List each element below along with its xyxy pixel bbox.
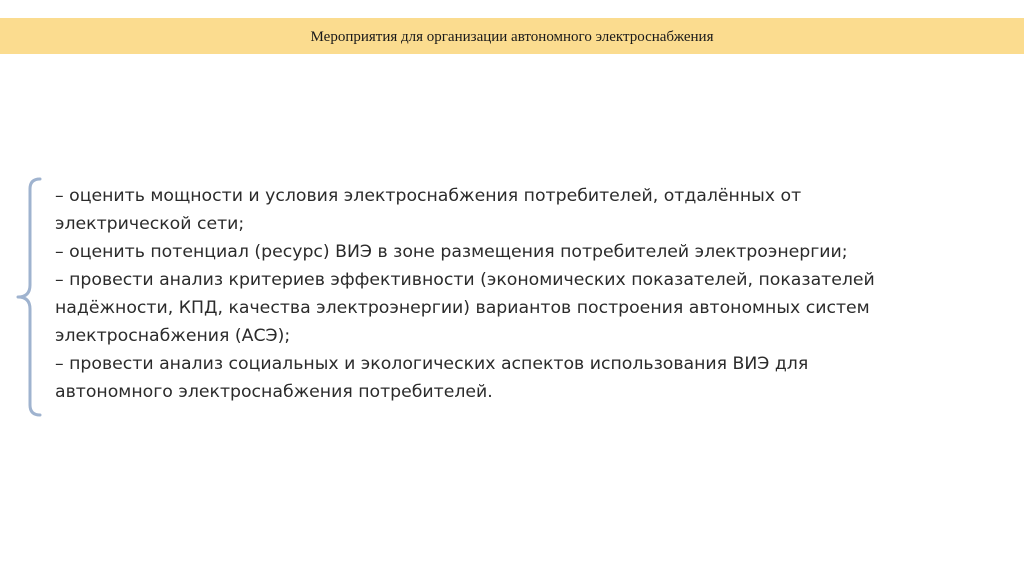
bullet-line: электрической сети; bbox=[55, 214, 245, 234]
bullet-line: автономного электроснабжения потребителей. bbox=[55, 382, 493, 402]
bullet-line: – провести анализ социальных и экологических аспектов использования ВИЭ для bbox=[55, 354, 809, 374]
bullet-line: – провести анализ критериев эффективности (экономических показателей, показателей bbox=[55, 270, 875, 290]
bullet-line: электроснабжения (АСЭ); bbox=[55, 326, 291, 346]
header-band bbox=[0, 18, 1024, 54]
bullet-item-2 bbox=[55, 238, 955, 266]
bullet-line: – оценить мощности и условия электроснабжения потребителей, отдалённых от bbox=[55, 186, 802, 206]
bullet-line: – оценить потенциал (ресурс) ВИЭ в зоне размещения потребителей электроэнергии; bbox=[55, 242, 848, 262]
bullet-item-1 bbox=[55, 182, 955, 238]
bullet-line: надёжности, КПД, качества электроэнергии) вариантов построения автономных систем bbox=[55, 298, 870, 318]
bullet-item-4 bbox=[55, 350, 955, 406]
bullet-list bbox=[55, 182, 955, 406]
bullet-item-3 bbox=[55, 266, 955, 350]
left-curly-bracket bbox=[10, 177, 44, 417]
slide-title: Мероприятия для организации автономного электроснабжения bbox=[310, 29, 714, 45]
